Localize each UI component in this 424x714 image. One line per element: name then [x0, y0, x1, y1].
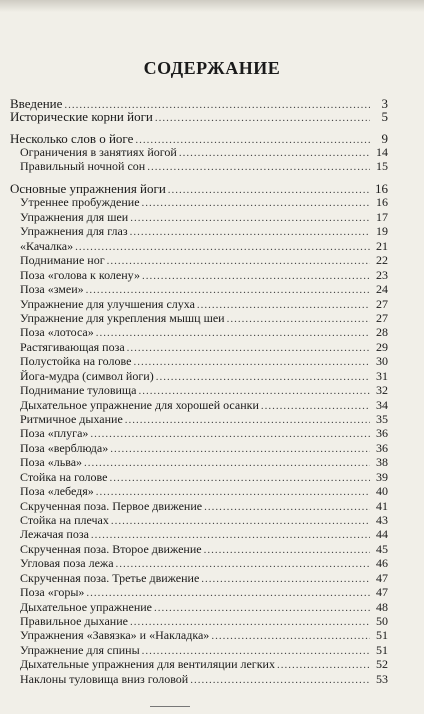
toc-entry-title: Растягивающая поза — [20, 340, 125, 354]
toc-entry-page: 50 — [376, 614, 388, 628]
toc-entry-page: 48 — [376, 600, 388, 614]
toc-entry — [20, 297, 388, 312]
toc-entry-title: Исторические корни йоги — [10, 109, 153, 124]
toc-entry-page: 3 — [381, 96, 388, 111]
toc-entry — [20, 340, 388, 355]
toc-leader-dots — [147, 161, 370, 173]
toc-entry-title: Основные упражнения йоги — [10, 181, 166, 196]
toc-entry-title: Упражнения для глаз — [20, 224, 128, 238]
toc-entry — [20, 253, 388, 268]
toc-entry-page: 15 — [376, 159, 388, 173]
toc-leader-dots — [142, 197, 370, 209]
toc-entry — [20, 484, 388, 499]
toc-entry-title: Правильный ночной сон — [20, 159, 146, 173]
toc-entry — [20, 210, 388, 225]
toc-entry — [20, 239, 388, 254]
toc-entry — [20, 282, 388, 297]
toc-entry-title: Скрученная поза. Первое движение — [20, 499, 203, 513]
toc-entry — [20, 513, 388, 528]
toc-entry-page: 28 — [376, 325, 388, 339]
toc-entry-page: 30 — [376, 354, 388, 368]
toc-entry-title: Упражнения для шеи — [20, 210, 129, 224]
toc-entry-title: Утреннее пробуждение — [20, 195, 140, 209]
toc-entry — [20, 571, 388, 586]
toc-entry-page: 47 — [376, 585, 388, 599]
toc-entry — [20, 499, 388, 514]
toc-entry — [20, 311, 388, 326]
toc-entry-title: Поднимание туловища — [20, 383, 137, 397]
toc-leader-dots — [204, 501, 370, 513]
toc-entry-title: Дыхательное упражнение для хорошей осанки — [20, 398, 259, 412]
toc-entry-title: Дыхательное упражнение — [20, 600, 152, 614]
toc-entry — [20, 455, 388, 470]
toc-leader-dots — [261, 400, 370, 412]
toc-leader-dots — [201, 573, 370, 585]
toc-entry-title: «Качалка» — [20, 239, 74, 253]
toc-entry-page: 14 — [376, 145, 388, 159]
toc-leader-dots — [138, 385, 370, 397]
toc-entry-title: Поза «верблюда» — [20, 441, 109, 455]
toc-entry — [20, 383, 388, 398]
toc-entry — [20, 585, 388, 600]
toc-entry-page: 45 — [376, 542, 388, 556]
toc-entry-title: Правильное дыхание — [20, 614, 128, 628]
toc-entry-title: Угловая поза лежа — [20, 556, 114, 570]
toc-leader-dots — [277, 659, 370, 671]
toc-leader-dots — [154, 602, 370, 614]
toc-entry-page: 36 — [376, 426, 388, 440]
toc-entry — [20, 354, 388, 369]
toc-entry-page: 16 — [375, 181, 388, 196]
toc-entry — [20, 672, 388, 687]
toc-entry-title: Упражнение для спины — [20, 643, 140, 657]
toc-entry-page: 32 — [376, 383, 388, 397]
toc-leader-dots — [133, 356, 370, 368]
toc-entry — [20, 159, 388, 174]
toc-entry — [20, 441, 388, 456]
toc-entry-page: 34 — [376, 398, 388, 412]
toc-entry-page: 5 — [381, 109, 388, 124]
toc-entry — [20, 398, 388, 413]
page-title: СОДЕРЖАНИЕ — [143, 58, 281, 78]
toc-entry-title: Упражнение для укрепления мышц шеи — [20, 311, 225, 325]
toc-entry-page: 38 — [376, 455, 388, 469]
toc-entry — [20, 195, 388, 210]
toc-entry-title: Введение — [10, 96, 63, 111]
toc-leader-dots — [130, 226, 370, 238]
toc-leader-dots — [130, 212, 370, 224]
toc-entry-title: Поднимание ног — [20, 253, 105, 267]
toc-entry-page: 31 — [376, 369, 388, 383]
toc-entry-page: 41 — [376, 499, 388, 513]
toc-entry-page: 21 — [376, 239, 388, 253]
toc-entry-title: Упражнения «Завязка» и «Накладка» — [20, 628, 210, 642]
toc-entry-title: Упражнение для улучшения слуха — [20, 297, 195, 311]
toc-entry-page: 44 — [376, 527, 388, 541]
toc-entry-title: Поза «лебедя» — [20, 484, 94, 498]
toc-leader-dots — [110, 443, 370, 455]
toc-leader-dots — [156, 371, 370, 383]
toc-entry-title: Скрученная поза. Второе движение — [20, 542, 202, 556]
toc-entry-page: 47 — [376, 571, 388, 585]
toc-leader-dots — [130, 616, 370, 628]
toc-leader-dots — [86, 587, 370, 599]
toc-entry — [20, 426, 388, 441]
toc-entry-page: 52 — [376, 657, 388, 671]
toc-entry-title: Поза «льва» — [20, 455, 83, 469]
toc-entry-title: Поза «горы» — [20, 585, 85, 599]
toc-entry — [20, 224, 388, 239]
toc-leader-dots — [107, 255, 370, 267]
toc-leader-dots — [197, 299, 370, 311]
toc-entry-page: 22 — [376, 253, 388, 267]
toc-entry-title: Стойка на плечах — [20, 513, 109, 527]
toc-entry-page: 43 — [376, 513, 388, 527]
toc-leader-dots — [90, 428, 370, 440]
toc-leader-dots — [142, 645, 370, 657]
toc-entry-title: Ограничения в занятиях йогой — [20, 145, 177, 159]
toc-entry — [20, 614, 388, 629]
toc-entry — [20, 145, 388, 160]
page-edge-shadow — [0, 0, 424, 12]
toc-entry-title: Поза «плуга» — [20, 426, 89, 440]
toc-entry — [20, 268, 388, 283]
toc-entry-page: 17 — [376, 210, 388, 224]
toc-leader-dots — [96, 486, 370, 498]
toc-entry-page: 51 — [376, 628, 388, 642]
toc-entry-title: Полустойка на голове — [20, 354, 132, 368]
toc-leader-dots — [155, 112, 370, 124]
toc-entry-page: 24 — [376, 282, 388, 296]
toc-entry-page: 16 — [376, 195, 388, 209]
toc-entry-page: 51 — [376, 643, 388, 657]
toc-entry — [20, 542, 388, 557]
toc-entry-title: Наклоны туловища вниз головой — [20, 672, 189, 686]
toc-entry — [20, 600, 388, 615]
toc-leader-dots — [109, 472, 370, 484]
toc-entry-page: 53 — [376, 672, 388, 686]
toc-entry-page: 46 — [376, 556, 388, 570]
toc-entry-title: Поза «змеи» — [20, 282, 84, 296]
toc-leader-dots — [125, 414, 370, 426]
toc-leader-dots — [75, 241, 370, 253]
toc-leader-dots — [227, 313, 370, 325]
page-bottom-mark — [150, 706, 190, 713]
toc-entry-page: 40 — [376, 484, 388, 498]
toc-leader-dots — [142, 270, 370, 282]
toc-entry — [20, 556, 388, 571]
toc-entry-page: 35 — [376, 412, 388, 426]
toc-leader-dots — [179, 147, 370, 159]
toc-entry-title: Несколько слов о йоге — [10, 131, 134, 146]
toc-leader-dots — [127, 342, 370, 354]
toc-entry-title: Дыхательные упражнения для вентиляции легких — [20, 657, 275, 671]
toc-entry-page: 29 — [376, 340, 388, 354]
toc-entry — [20, 657, 388, 672]
toc-leader-dots — [84, 457, 370, 469]
toc-leader-dots — [111, 515, 370, 527]
toc-entry — [20, 412, 388, 427]
toc-leader-dots — [96, 327, 370, 339]
toc-entry-page: 36 — [376, 441, 388, 455]
toc-entry — [10, 109, 388, 125]
toc-entry-title: Йога-мудра (символ йоги) — [20, 369, 154, 383]
toc-entry-title: Поза «голова к колену» — [20, 268, 140, 282]
toc-entry-page: 39 — [376, 470, 388, 484]
toc-entry — [20, 325, 388, 340]
toc-entry — [20, 470, 388, 485]
toc-entry-page: 23 — [376, 268, 388, 282]
toc-leader-dots — [91, 529, 370, 541]
toc-entry-title: Лежачая поза — [20, 527, 89, 541]
toc-leader-dots — [116, 558, 370, 570]
toc-leader-dots — [86, 284, 370, 296]
toc-entry — [20, 643, 388, 658]
toc-entry-page: 9 — [381, 131, 388, 146]
toc-entry-title: Ритмичное дыхание — [20, 412, 123, 426]
toc-entry-title: Стойка на голове — [20, 470, 108, 484]
toc-entry-page: 27 — [376, 297, 388, 311]
toc-entry — [20, 527, 388, 542]
toc-entry-title: Поза «лотоса» — [20, 325, 94, 339]
toc-leader-dots — [204, 544, 370, 556]
toc-entry-page: 27 — [376, 311, 388, 325]
toc-entry-page: 19 — [376, 224, 388, 238]
toc-entry — [20, 369, 388, 384]
toc-leader-dots — [211, 630, 370, 642]
toc-leader-dots — [190, 674, 370, 686]
toc-entry-title: Скрученная поза. Третье движение — [20, 571, 200, 585]
toc-entry — [20, 628, 388, 643]
